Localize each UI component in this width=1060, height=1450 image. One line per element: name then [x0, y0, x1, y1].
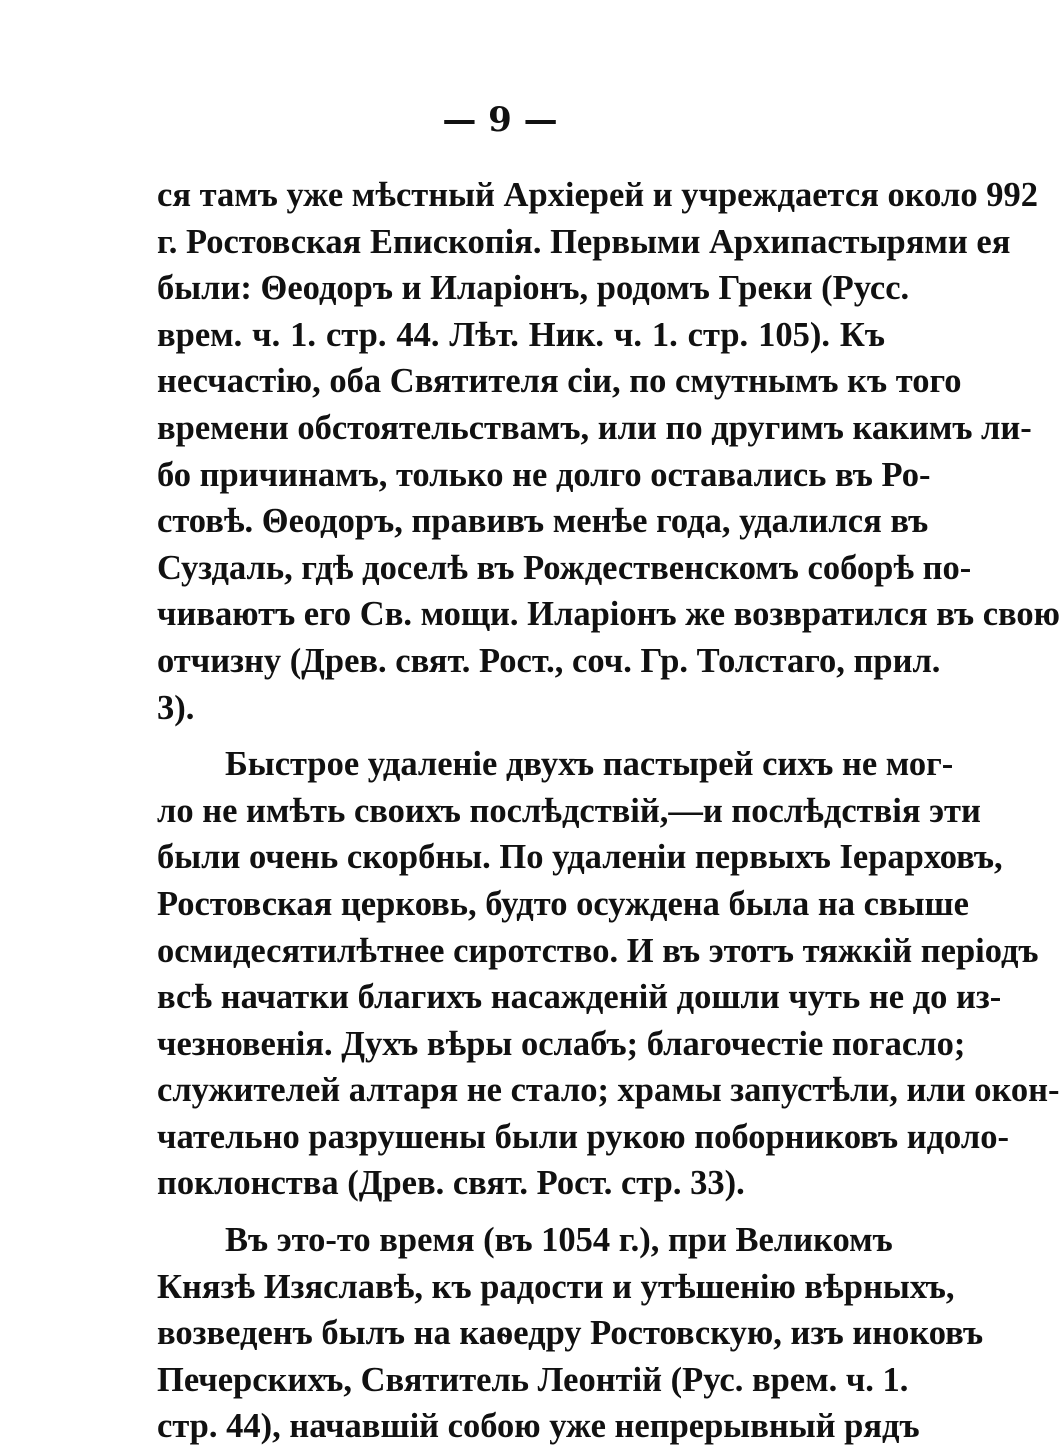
text-line: чезновенія. Духъ вѣры ослабъ; благочестіе погасло; [157, 1024, 966, 1063]
text-line: бо причинамъ, только не долго оставались въ Ро- [157, 455, 931, 494]
paragraph-1 [157, 172, 1060, 731]
paragraph-2 [157, 741, 1060, 1207]
paragraph-gap [157, 1207, 885, 1217]
page-number: — 9 — [442, 100, 558, 140]
paragraph-gap [157, 731, 885, 741]
text-line: Въ это-то время (въ 1054 г.), при Великомъ [225, 1221, 893, 1260]
text-line: Князѣ Изяславѣ, къ радости и утѣшенію вѣрныхъ, [157, 1267, 955, 1306]
text-line: возведенъ былъ на каѳедру Ростовскую, изъ иноковъ [157, 1314, 984, 1353]
text-line: служителей алтаря не стало; храмы запустѣли, или окон- [157, 1071, 1060, 1110]
text-line: ло не имѣть своихъ послѣдствій,—и послѣдствія эти [157, 791, 981, 830]
text-line: Суздаль, гдѣ доселѣ въ Рождественскомъ соборѣ по- [157, 548, 972, 587]
text-line: несчастію, оба Святителя сіи, по смутнымъ къ того [157, 362, 962, 401]
text-line: чательно разрушены были рукою поборниковъ идоло- [157, 1117, 1009, 1156]
text-line: времени обстоятельствамъ, или по другимъ какимъ ли- [157, 408, 1032, 447]
text-line: г. Ростовская Епископія. Первыми Архипастырями ея [157, 222, 1011, 261]
text-line: были: Θеодоръ и Иларіонъ, родомъ Греки (Русс. [157, 269, 910, 308]
text-line: отчизну (Древ. свят. Рост., соч. Гр. Толстаго, прил. [157, 641, 941, 680]
text-line: были очень скорбны. По удаленіи первыхъ Іерарховъ, [157, 838, 1003, 877]
text-line: стовѣ. Θеодоръ, правивъ менѣе года, удалился въ [157, 502, 929, 541]
text-line: чиваютъ его Св. мощи. Иларіонъ же возвратился въ свою [157, 595, 1060, 634]
text-line: осмидесятилѣтнее сиротство. И въ этотъ тяжкій періодъ [157, 931, 1039, 970]
paragraph-3 [157, 1217, 984, 1450]
text-line: Быстрое удаленіе двухъ пастырей сихъ не мог- [225, 745, 954, 784]
text-line: Ростовская церковь, будто осуждена была на свыше [157, 884, 969, 923]
text-line: ся тамъ уже мѣстный Архіерей и учреждается около 992 [157, 176, 1038, 214]
body-text [157, 172, 1060, 1450]
text-line: всѣ начатки благихъ насажденій дошли чуть не до из- [157, 978, 1002, 1017]
text-line: врем. ч. 1. стр. 44. Лѣт. Ник. ч. 1. стр. 105). Къ [157, 315, 885, 354]
text-line: 3). [157, 688, 195, 727]
text-line: поклонства (Древ. свят. Рост. стр. 33). [157, 1164, 745, 1203]
text-line: Печерскихъ, Святитель Леонтій (Рус. врем. ч. 1. [157, 1360, 909, 1399]
text-line: стр. 44), начавшій собою уже непрерывный рядъ [157, 1407, 920, 1446]
